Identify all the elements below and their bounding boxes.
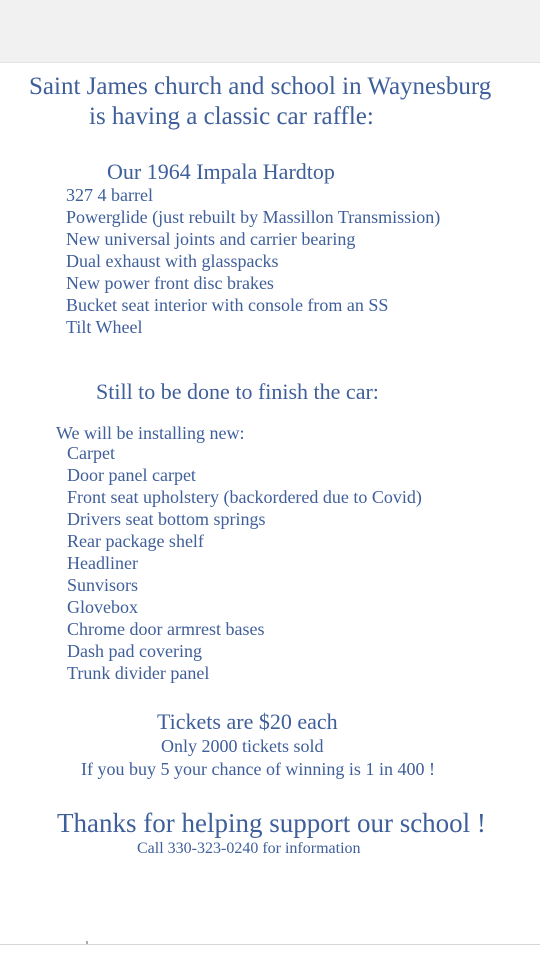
list-item: Front seat upholstery (backordered due to Covid)	[67, 487, 422, 507]
bottom-mark	[86, 941, 88, 944]
list-item: Bucket seat interior with console from an SS	[66, 295, 389, 315]
list-item: Door panel carpet	[67, 465, 196, 485]
car-title: Our 1964 Impala Hardtop	[107, 159, 335, 184]
tickets-sold: Only 2000 tickets sold	[161, 736, 324, 756]
list-item: 327 4 barrel	[66, 185, 153, 205]
list-item: Drivers seat bottom springs	[67, 509, 266, 529]
thanks-message: Thanks for helping support our school !	[57, 808, 486, 838]
todo-title: Still to be done to finish the car:	[96, 379, 379, 404]
car-features-list	[66, 184, 440, 338]
todo-items-list	[67, 442, 422, 684]
list-item: Carpet	[67, 443, 115, 463]
bottom-divider	[0, 944, 540, 945]
tickets-odds: If you buy 5 your chance of winning is 1 in 400 !	[81, 759, 435, 779]
list-item: Sunvisors	[67, 575, 139, 595]
list-item: Glovebox	[67, 597, 138, 617]
list-item: Trunk divider panel	[67, 663, 210, 683]
list-item: Rear package shelf	[67, 531, 204, 551]
top-margin-band	[0, 0, 540, 63]
list-item: Powerglide (just rebuilt by Massillon Transmission)	[66, 207, 441, 227]
contact-info: Call 330-323-0240 for information	[137, 840, 361, 857]
list-item: Headliner	[67, 553, 138, 573]
list-item: Tilt Wheel	[66, 317, 143, 337]
list-item: Chrome door armrest bases	[67, 619, 265, 639]
list-item: Dash pad covering	[67, 641, 202, 661]
tickets-price: Tickets are $20 each	[157, 709, 338, 734]
list-item: New universal joints and carrier bearing	[66, 229, 356, 249]
header-line-2: is having a classic car raffle:	[89, 103, 374, 130]
header-line-1: Saint James church and school in Waynesburg	[29, 73, 492, 100]
todo-intro: We will be installing new:	[56, 423, 245, 443]
list-item: New power front disc brakes	[66, 273, 274, 293]
list-item: Dual exhaust with glasspacks	[66, 251, 279, 271]
